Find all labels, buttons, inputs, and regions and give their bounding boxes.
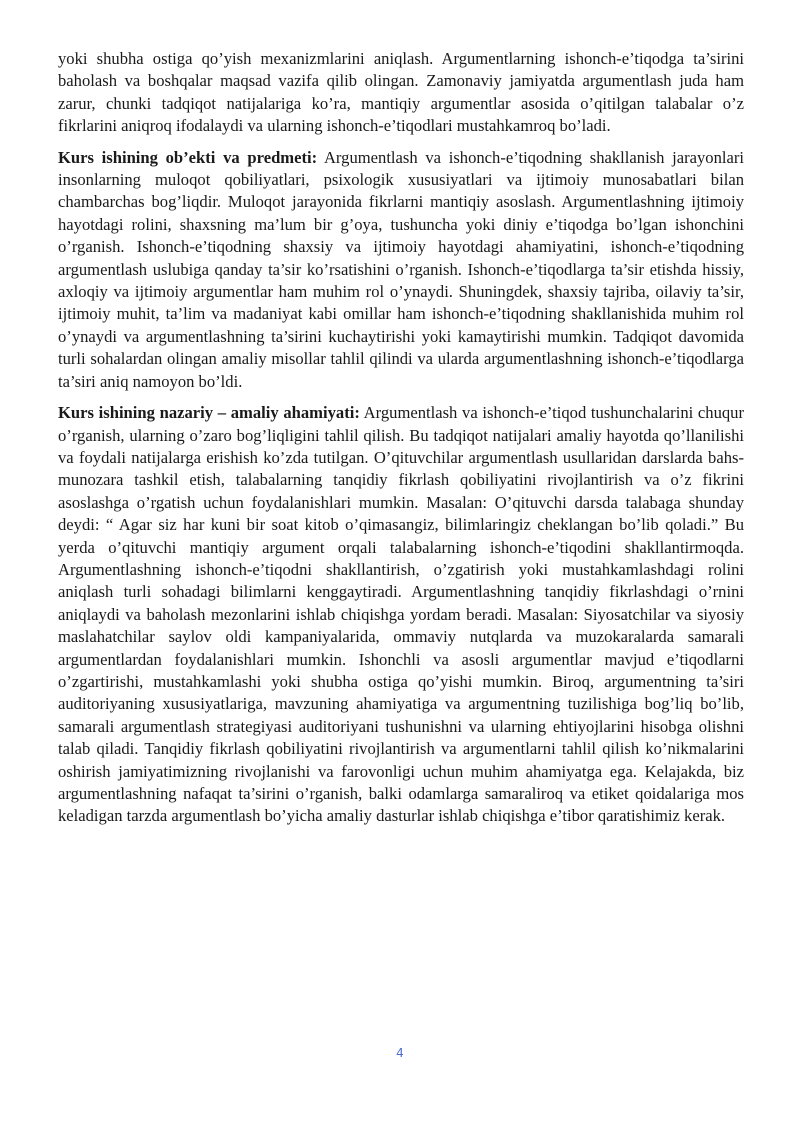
significance-text: Argumentlash va ishonch-e’tiqod tushunchalarini chuqur o’rganish, ularning o’zaro bog’liqligini tahlil qilish. Bu tadqiqot natijalari amaliy hayotda qo’llanilishi va foydali natijalarga erishish ko’zda tutilgan. O’qituvchilar argumentlash usullaridan darslarda bahs-munozara tashkil etish, talabalarning tanqidiy fikrlash qobiliyatini rivojlantirish va o’z fikrini asoslashga o’rgatish uchun foydalanishlari mumkin. Masalan: O’qituvchi darsda talabaga shunday deydi: “ Agar siz har kuni bir soat kitob o’qimasangiz, bilimlaringiz cheklangan bo’lib qoladi.” Bu yerda o’qituvchi mantiqiy argument orqali talabalarning ishonch-e’tiqodini shakllantirmoqda. Argumentlashning ishonch-e’tiqodni shakllantirish, o’zgatirish yoki mustahkamlashdagi rolini aniqlash turli sohadagi bilimlarni kenggaytiradi. Argumentlashning tanqidiy fikrlashdagi o’rnini aniqlaydi va baholash mezonlarini ishlab chiqishga yordam beradi. Masalan: Siyosatchilar va siyosiy maslahatchilar saylov oldi kampaniyalarida, ommaviy nutqlarda va muzokaralarda samarali argumentlardan foydalanishlari mumkin. Ishonchli va asosli argumentlar mavjud e’tiqodlarni o’zgartirishi, mustahkamlashi yoki shubha ostiga qo’yishi mumkin. Biroq, argumentning ta’siri auditoriyaning xususiyatlariga, mavzuning ahamiyatiga va argumentning tuzilishiga bog’liq bo’lib, samarali argumentlash strategiyasi auditoriyani tushunishni va ularning ehtiyojlarini hisobga olishni talab qiladi. Tanqidiy fikrlash qobiliyatini rivojlantirish va argumentlarni tahlil qilish ko’nikmalarini oshirish jamiyatimizning rivojlanishi va farovonligi uchun muhim ahamiyatga ega. Kelajakda, biz argumentlashning nafaqat ta’sirini o’rganish, balki odamlarga samaraliroq va etiket qoidalariga mos keladigan tarzda argumentlash bo’yicha amaliy dasturlar ishlab chiqishga e’tibor qaratishimiz kerak. [58, 403, 744, 826]
significance-heading: Kurs ishining nazariy – amaliy ahamiyati: [58, 403, 360, 423]
object-subject-text: Argumentlash va ishonch-e’tiqodning shakllanish jarayonlari insonlarning muloqot qobiliyatlari, psixologik xususiyatlari va ijtimoiy munosabatlari bilan chambarchas bog’liqdir. Muloqot jarayonida fikrlarni mantiqiy asoslash. Argumentlashning ijtimoiy hayotdagi rolini, shaxsning ma’lum bir g’oya, tushuncha yoki diniy e’tiqodga bo’lgan ishonchini o’rganish. Ishonch-e’tiqodning shaxsiy va ijtimoiy hayotdagi ahamiyatini, ishonch-e’tiqodning argumentlash uslubiga qanday ta’sir ko’rsatishini o’rganish. Ishonch-e’tiqodlarga ta’sir etishda hissiy, axloqiy va ijtimoiy argumentlar ham muhim rol o’ynaydi. Shuningdek, shaxsiy tajriba, oilaviy ta’sir, ijtimoiy muhit, ta’lim va madaniyat kabi omillar ham ishonch-e’tiqodning shakllanishida muhim rol o’ynaydi va argumentlashning ta’sirini kuchaytirishi yoki kamaytirishi mumkin. Tadqiqot davomida turli sohalardan olingan amaliy misollar tahlil qilindi va ularda argumentlashning ishonch-e’tiqodlarga ta’siri aniq namoyon bo’ldi. [58, 147, 744, 391]
object-subject-heading: Kurs ishining ob’ekti va predmeti: [58, 147, 318, 167]
document-page [58, 48, 744, 837]
object-subject-paragraph [58, 147, 744, 393]
intro-paragraph [58, 48, 744, 138]
page-number: 4 [396, 1046, 404, 1060]
intro-paragraph-text: yoki shubha ostiga qo’yish mexanizmlarini aniqlash. Argumentlarning ishonch-e’tiqodga ta’sirini baholash va boshqalar maqsad vazifa qilib olingan. Zamonaviy jamiyatda argumentlash juda ham zarur, chunki tadqiqot natijalariga ko’ra, mantiqiy argumentlar asosida o’qitilgan talabalar o’z fikrlarini aniqroq ifodalaydi va ularning ishonch-e’tiqodlari mustahkamroq bo’ladi. [58, 49, 744, 136]
significance-paragraph [58, 402, 744, 828]
